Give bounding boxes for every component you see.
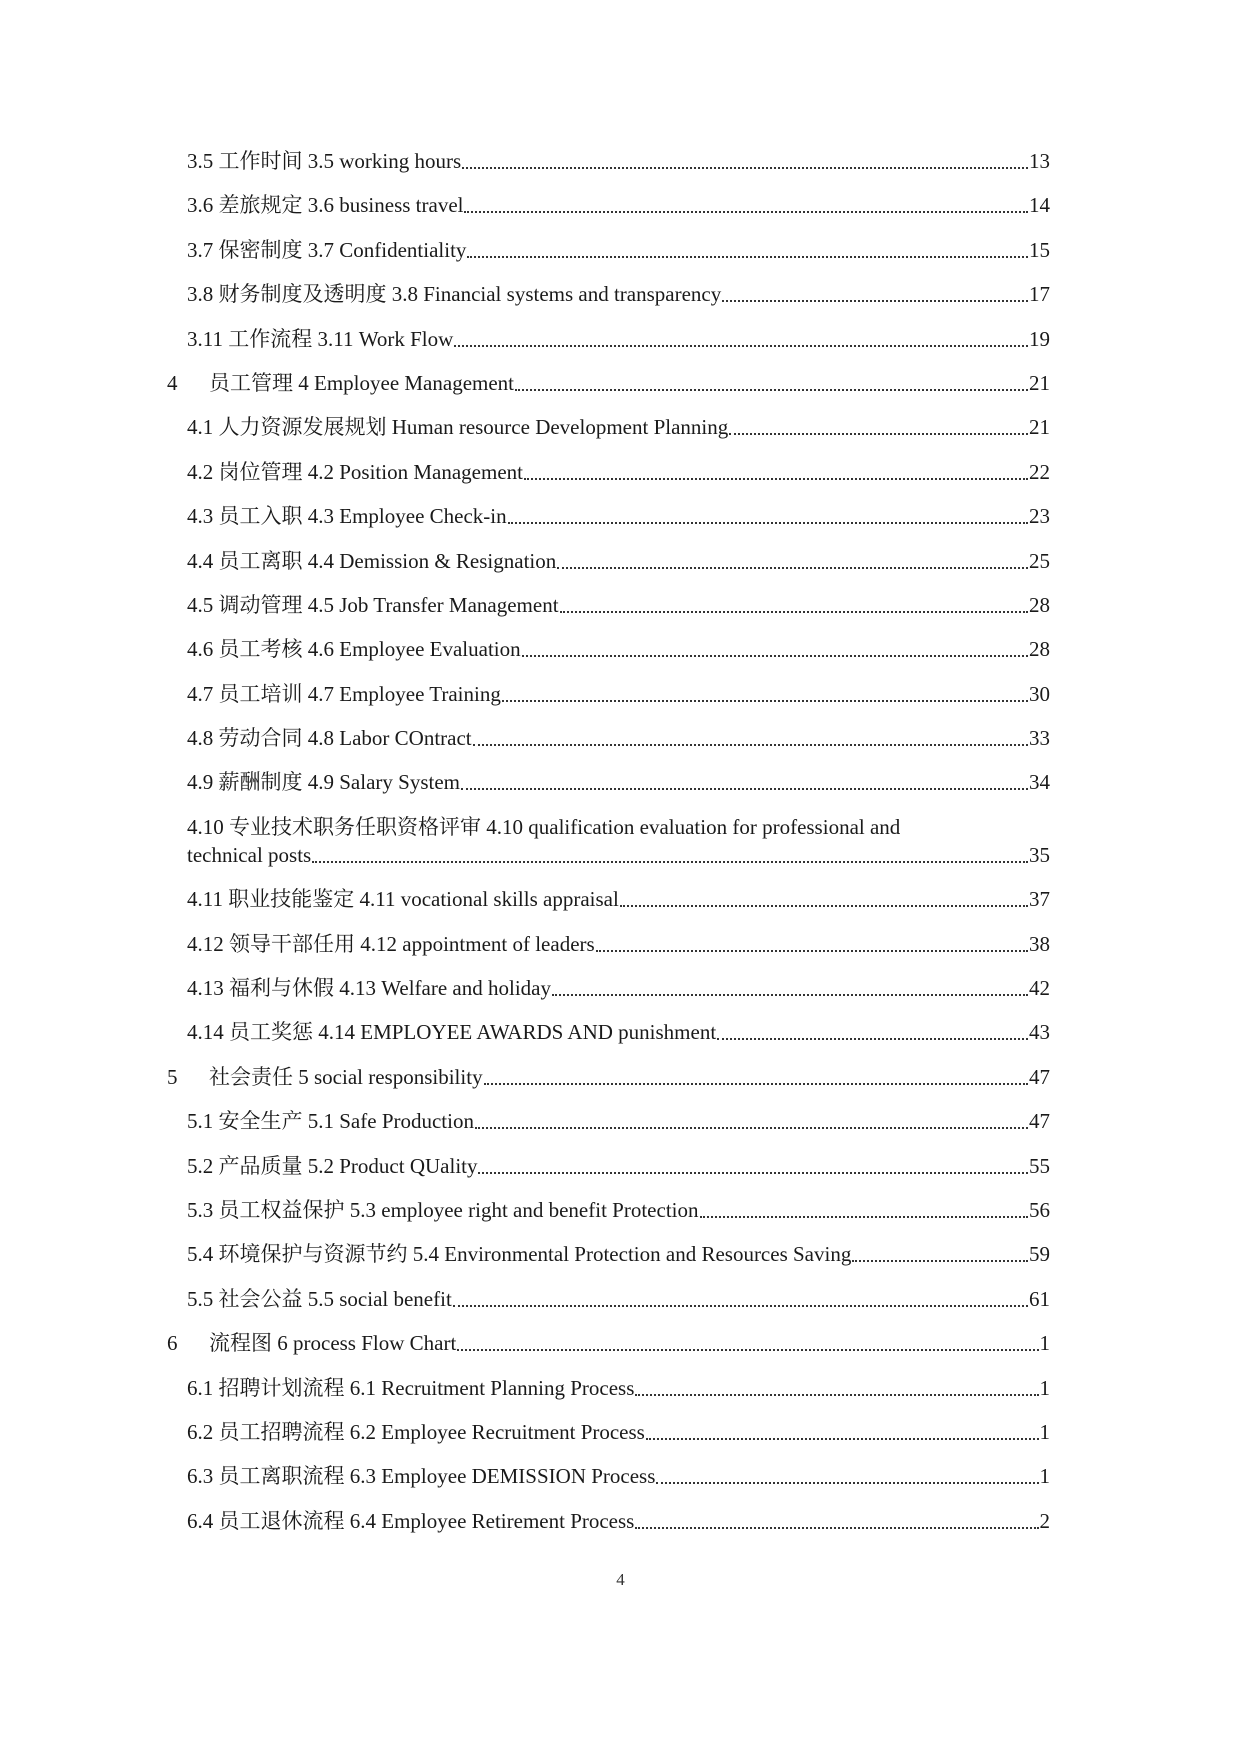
dot-leader	[473, 738, 1028, 746]
toc-page-number: 14	[1029, 193, 1050, 218]
toc-entry-title	[187, 1507, 634, 1535]
toc-entry-text: 员工管理 4 Employee Management	[209, 370, 515, 395]
toc-entry[interactable]	[187, 591, 1050, 619]
toc-entry-title	[187, 147, 461, 175]
toc-entry[interactable]	[187, 1152, 1050, 1180]
dot-leader	[557, 561, 1028, 569]
toc-entry-text: 社会责任 5 social responsibility	[209, 1064, 483, 1089]
toc-page-number: 13	[1029, 149, 1050, 173]
toc-page-number: 1	[1039, 1375, 1050, 1400]
footer-page-number: 4	[616, 1570, 625, 1589]
toc-page-number: 56	[1029, 1197, 1050, 1222]
toc-page-number: 34	[1029, 770, 1050, 795]
toc-entry-text: 6.2 员工招聘流程 6.2 Employee Recruitment Process	[187, 1419, 645, 1444]
toc-entry-title	[187, 502, 507, 530]
toc-entry-title	[187, 1240, 851, 1268]
toc-entry-title	[187, 974, 551, 1002]
toc-entry-text: 4.4 员工离职 4.4 Demission & Resignation	[187, 548, 557, 573]
toc-page-number: 33	[1029, 726, 1050, 751]
dot-leader	[552, 988, 1028, 996]
toc-page-number: 21	[1029, 415, 1050, 440]
toc-entry-text: 4.5 调动管理 4.5 Job Transfer Management	[187, 592, 559, 617]
dot-leader	[462, 161, 1028, 169]
toc-page-number: 28	[1029, 637, 1050, 662]
toc-entry-title	[187, 1107, 474, 1135]
toc-entry-text: technical posts	[187, 842, 312, 867]
toc-entry-text: 3.8 财务制度及透明度 3.8 Financial systems and transparency	[187, 282, 722, 307]
toc-page-number: 15	[1029, 237, 1050, 262]
toc-entry-text: 流程图 6 process Flow Chart	[209, 1331, 457, 1356]
toc-page-number: 38	[1029, 931, 1050, 956]
toc-entry[interactable]	[187, 413, 1050, 441]
toc-entry-text: 5.2 产品质量 5.2 Product QUality	[187, 1153, 478, 1178]
dot-leader	[646, 1432, 1039, 1440]
toc-entry-text: 4.3 员工入职 4.3 Employee Check-in	[187, 504, 507, 529]
toc-entry-title	[187, 1418, 645, 1446]
toc-entry-title	[187, 591, 559, 619]
toc-chapter-number: 6	[167, 1331, 178, 1356]
toc-entry-title	[187, 413, 728, 441]
toc-entry-text: 3.7 保密制度 3.7 Confidentiality	[187, 237, 467, 262]
toc-page-number: 1	[1039, 1464, 1050, 1489]
dot-leader	[852, 1254, 1028, 1262]
toc-entry[interactable]	[167, 1063, 1050, 1091]
toc-entry-title	[187, 768, 460, 796]
toc-entry-text: 4.13 福利与休假 4.13 Welfare and holiday	[187, 976, 551, 1001]
toc-entry-text: 4.2 岗位管理 4.2 Position Management	[187, 459, 523, 484]
dot-leader	[635, 1388, 1038, 1396]
toc-page-number: 28	[1029, 592, 1050, 617]
toc-entry[interactable]	[187, 768, 1050, 796]
toc-entry-text: 4.9 薪酬制度 4.9 Salary System	[187, 770, 460, 795]
toc-entry-title	[187, 1462, 655, 1490]
toc-entry[interactable]	[187, 635, 1050, 663]
toc-entry-text: 5.4 环境保护与资源节约 5.4 Environmental Protection and Resources Saving	[187, 1242, 852, 1267]
toc-page-number: 47	[1029, 1064, 1050, 1089]
dot-leader	[484, 1077, 1028, 1085]
toc-entry[interactable]	[187, 1107, 1050, 1135]
toc-entry[interactable]	[187, 502, 1050, 530]
toc-entry[interactable]	[187, 325, 1050, 353]
toc-page-number: 30	[1029, 681, 1050, 706]
toc-page-number: 37	[1029, 887, 1050, 912]
toc-entry-text: 4.7 员工培训 4.7 Employee Training	[187, 681, 501, 706]
toc-page-number: 1	[1039, 1419, 1050, 1444]
dot-leader	[478, 1166, 1028, 1174]
dot-leader	[515, 383, 1028, 391]
toc-entry-title	[187, 1196, 699, 1224]
toc-entry[interactable]	[187, 885, 1050, 913]
toc-page-number: 61	[1029, 1286, 1050, 1311]
dot-leader	[464, 205, 1028, 213]
toc-entry[interactable]	[187, 191, 1050, 219]
toc-entry[interactable]	[187, 1418, 1050, 1446]
toc-entry-title	[187, 930, 595, 958]
toc-entry[interactable]	[187, 547, 1050, 575]
toc-entry-title	[187, 280, 721, 308]
toc-chapter-number: 4	[167, 370, 178, 395]
toc-entry[interactable]	[187, 1285, 1050, 1313]
toc-entry-text: 4.6 员工考核 4.6 Employee Evaluation	[187, 637, 521, 662]
toc-entry[interactable]	[167, 1329, 1050, 1357]
toc-entry-title	[187, 458, 523, 486]
toc-entry-title	[187, 1285, 452, 1313]
toc-entry-text: 5.5 社会公益 5.5 social benefit	[187, 1286, 452, 1311]
toc-page-number: 35	[1029, 842, 1050, 867]
toc-page-number: 42	[1029, 976, 1050, 1001]
toc-entry[interactable]	[187, 1018, 1050, 1046]
dot-leader	[635, 1521, 1038, 1529]
dot-leader	[656, 1476, 1038, 1484]
toc-entry-title	[187, 724, 472, 752]
toc-page-number: 25	[1029, 548, 1050, 573]
toc-entry[interactable]	[187, 1462, 1050, 1490]
dot-leader	[560, 605, 1028, 613]
toc-entry[interactable]	[187, 813, 1050, 869]
toc-entry-title	[187, 680, 501, 708]
toc-entry[interactable]	[167, 369, 1050, 397]
toc-page-number: 59	[1029, 1242, 1050, 1267]
toc-entry-title	[187, 191, 463, 219]
toc-entry[interactable]	[187, 236, 1050, 264]
toc-entry-text: 3.5 工作时间 3.5 working hours	[187, 149, 462, 173]
toc-page-number: 19	[1029, 326, 1050, 351]
toc-entry[interactable]	[187, 1240, 1050, 1268]
toc-entry-text: 4.11 职业技能鉴定 4.11 vocational skills appraisal	[187, 887, 619, 912]
toc-entry-text: 6.1 招聘计划流程 6.1 Recruitment Planning Process	[187, 1375, 635, 1400]
toc-entry-title	[187, 236, 466, 264]
toc-page-number: 47	[1029, 1109, 1050, 1134]
toc-entry-title	[187, 635, 521, 663]
toc-entry-text: 5.3 员工权益保护 5.3 employee right and benefit Protection	[187, 1197, 699, 1222]
dot-leader	[457, 1343, 1038, 1351]
toc-entry-title	[187, 1152, 477, 1180]
toc-entry-text: 4.14 员工奖惩 4.14 EMPLOYEE AWARDS AND punishment	[187, 1020, 717, 1045]
dot-leader	[312, 855, 1028, 863]
dot-leader	[717, 1032, 1028, 1040]
toc-page-number: 1	[1039, 1331, 1050, 1356]
toc-chapter-number: 5	[167, 1064, 178, 1089]
dot-leader	[467, 250, 1028, 258]
toc-entry-title	[167, 1063, 483, 1091]
toc-entry-title	[187, 841, 311, 869]
toc-entry[interactable]	[187, 1374, 1050, 1402]
toc-entry-title	[167, 1329, 456, 1357]
dot-leader	[508, 516, 1028, 524]
toc-entry-title-line1: 4.10 专业技术职务任职资格评审 4.10 qualification evaluation for professional and	[187, 814, 901, 839]
dot-leader	[453, 1299, 1028, 1307]
toc-entry-title	[187, 885, 619, 913]
toc-entry-text: 4.1 人力资源发展规划 Human resource Development Planning	[187, 415, 729, 440]
toc-entry-text: 4.8 劳动合同 4.8 Labor COntract	[187, 726, 472, 751]
dot-leader	[524, 472, 1028, 480]
toc-entry-text: 6.4 员工退休流程 6.4 Employee Retirement Process	[187, 1508, 635, 1533]
toc-entry-title	[187, 1018, 716, 1046]
dot-leader	[454, 339, 1028, 347]
toc-entry-text: 4.12 领导干部任用 4.12 appointment of leaders	[187, 931, 595, 956]
toc-entry[interactable]	[187, 1196, 1050, 1224]
toc-entry[interactable]	[187, 974, 1050, 1002]
toc-entry[interactable]	[187, 724, 1050, 752]
toc-entry[interactable]	[187, 680, 1050, 708]
toc-entry-title	[187, 1374, 634, 1402]
dot-leader	[522, 649, 1028, 657]
dot-leader	[596, 944, 1028, 952]
dot-leader	[722, 294, 1028, 302]
toc-page-number: 2	[1039, 1508, 1050, 1533]
toc-entry[interactable]	[187, 1507, 1050, 1535]
toc-page-number: 55	[1029, 1153, 1050, 1178]
toc-entry-title	[167, 369, 514, 397]
toc-entry-text: 6.3 员工离职流程 6.3 Employee DEMISSION Process	[187, 1464, 656, 1489]
toc-entry-text: 3.6 差旅规定 3.6 business travel	[187, 193, 464, 218]
dot-leader	[475, 1121, 1028, 1129]
dot-leader	[729, 427, 1028, 435]
dot-leader	[461, 782, 1028, 790]
toc-page-number: 22	[1029, 459, 1050, 484]
dot-leader	[620, 899, 1028, 907]
dot-leader	[502, 694, 1028, 702]
toc-entry[interactable]	[187, 930, 1050, 958]
toc-entry[interactable]	[187, 458, 1050, 486]
toc-entry-title	[187, 547, 556, 575]
toc-page-number: 43	[1029, 1020, 1050, 1045]
toc-entry-text: 5.1 安全生产 5.1 Safe Production	[187, 1109, 474, 1134]
toc-page-number: 21	[1029, 370, 1050, 395]
toc-entry[interactable]	[187, 147, 1050, 175]
toc-entry-text: 3.11 工作流程 3.11 Work Flow	[187, 326, 454, 351]
table-of-contents	[167, 147, 1050, 1551]
dot-leader	[700, 1210, 1029, 1218]
toc-entry[interactable]	[187, 280, 1050, 308]
toc-page-number: 17	[1029, 282, 1050, 307]
toc-entry-title	[187, 325, 453, 353]
toc-page-number: 23	[1029, 504, 1050, 529]
